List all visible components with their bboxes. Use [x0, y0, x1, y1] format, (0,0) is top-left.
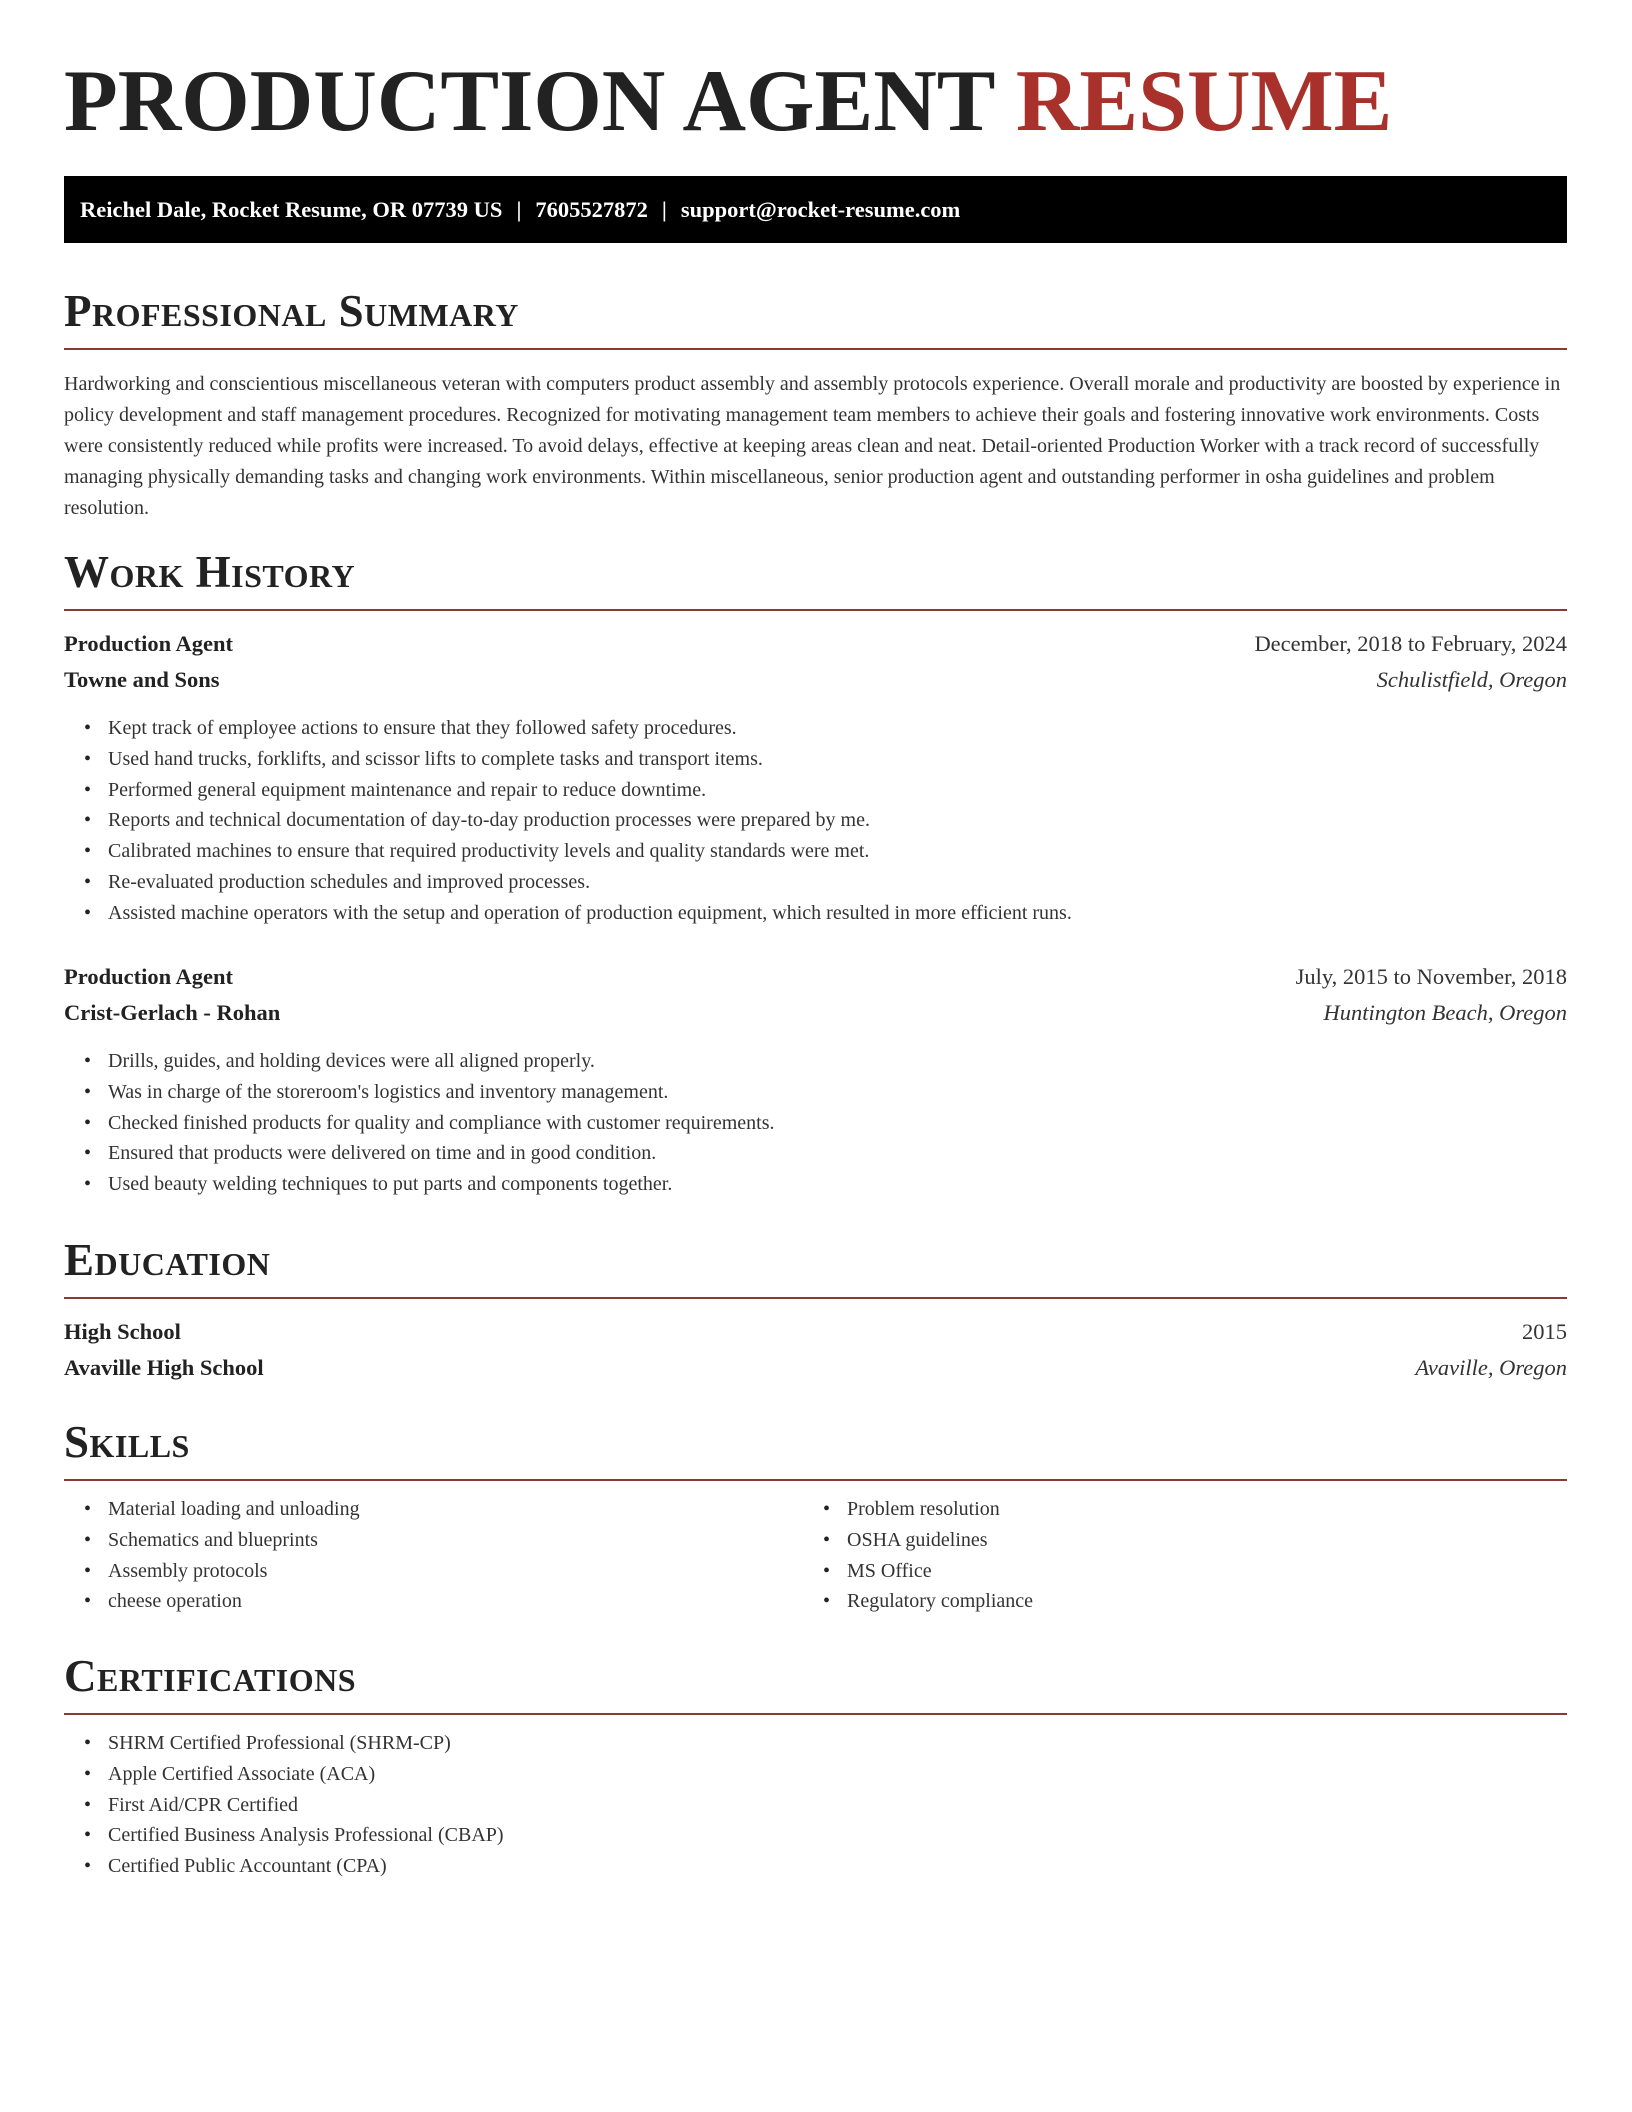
list-item: • Ensured that products were delivered on time and in good condition.: [108, 1138, 774, 1169]
list-item: • Certified Business Analysis Professional (CBAP): [108, 1820, 504, 1851]
education-divider: [64, 1297, 1567, 1299]
list-item: • Checked finished products for quality and compliance with customer requirements.: [108, 1108, 774, 1139]
job-2-location: Huntington Beach, Oregon: [1323, 1000, 1567, 1025]
contact-address: Reichel Dale, Rocket Resume, OR 07739 US: [80, 197, 503, 222]
job-2-title: Production Agent: [64, 964, 233, 989]
list-item: • Assembly protocols: [108, 1556, 808, 1587]
contact-bar: [64, 176, 1567, 243]
contact-phone: 7605527872: [535, 197, 648, 222]
contact-separator: |: [516, 197, 522, 222]
skills-divider: [64, 1479, 1567, 1481]
skills-heading: Skills: [64, 1417, 190, 1467]
list-item: • Assisted machine operators with the setup and operation of production equipment, which resulted in more efficient runs.: [108, 898, 1072, 929]
list-item: • Apple Certified Associate (ACA): [108, 1759, 504, 1790]
list-item: • Re-evaluated production schedules and improved processes.: [108, 867, 1072, 898]
job-1-location: Schulistfield, Oregon: [1376, 667, 1567, 692]
education-header: [64, 1316, 1567, 1348]
education-school: Avaville High School: [64, 1355, 264, 1380]
job-2-header: [64, 961, 1567, 993]
job-1-title: Production Agent: [64, 631, 233, 656]
certifications-heading: Certifications: [64, 1651, 357, 1701]
job-2-dates: July, 2015 to November, 2018: [1295, 964, 1567, 989]
work-history-divider: [64, 609, 1567, 611]
education-heading: Education: [64, 1235, 271, 1285]
education-degree: High School: [64, 1319, 181, 1344]
list-item: • MS Office: [847, 1556, 1547, 1587]
job-2-bullets: [64, 1046, 774, 1200]
list-item: • Regulatory compliance: [847, 1586, 1547, 1617]
list-item: • OSHA guidelines: [847, 1525, 1547, 1556]
job-2-subheader: [64, 997, 1567, 1029]
job-1-header: [64, 628, 1567, 660]
education-year: 2015: [1522, 1319, 1567, 1344]
summary-text: Hardworking and conscientious miscellaneous veteran with computers product assembly and assembly protocols experience. Overall morale and productivity are boosted by experience in policy development and staff management procedures. Recognized for motivating management team members to achieve their goals and fostering innovative work environments. Costs were consistently reduced while profits were increased. To avoid delays, effective at keeping areas clean and neat. Detail-oriented Production Worker with a track record of successfully managing physically demanding tasks and changing work environments. Within miscellaneous, senior production agent and outstanding performer in osha guidelines and problem resolution.: [64, 373, 1561, 519]
job-1-company: Towne and Sons: [64, 667, 220, 692]
contact-separator: |: [661, 197, 667, 222]
list-item: • Drills, guides, and holding devices were all aligned properly.: [108, 1046, 774, 1077]
job-1-dates: December, 2018 to February, 2024: [1254, 631, 1567, 656]
certifications-divider: [64, 1713, 1567, 1715]
list-item: • Schematics and blueprints: [108, 1525, 808, 1556]
list-item: • Used beauty welding techniques to put parts and components together.: [108, 1169, 774, 1200]
list-item: • Was in charge of the storeroom's logistics and inventory management.: [108, 1077, 774, 1108]
summary-heading: Professional Summary: [64, 286, 519, 336]
list-item: • Used hand trucks, forklifts, and scissor lifts to complete tasks and transport items.: [108, 744, 1072, 775]
title-accent: RESUME: [1015, 53, 1393, 150]
list-item: • First Aid/CPR Certified: [108, 1790, 504, 1821]
title-main: PRODUCTION AGENT: [64, 53, 994, 150]
job-1-subheader: [64, 664, 1567, 696]
work-history-heading: Work History: [64, 547, 356, 597]
contact-email: support@rocket-resume.com: [680, 197, 961, 222]
list-item: • Calibrated machines to ensure that required productivity levels and quality standards were met.: [108, 836, 1072, 867]
list-item: • Kept track of employee actions to ensure that they followed safety procedures.: [108, 713, 1072, 744]
skills-list-left: [64, 1494, 808, 1617]
list-item: • Certified Public Accountant (CPA): [108, 1851, 504, 1882]
certifications-list: [64, 1728, 504, 1882]
list-item: • cheese operation: [108, 1586, 808, 1617]
skills-list-right: [803, 1494, 1547, 1617]
education-subheader: [64, 1352, 1567, 1384]
job-1-bullets: [64, 713, 1072, 929]
list-item: • Problem resolution: [847, 1494, 1547, 1525]
resume-title: [64, 52, 1392, 152]
list-item: • Reports and technical documentation of day-to-day production processes were prepared by me.: [108, 805, 1072, 836]
summary-divider: [64, 348, 1567, 350]
list-item: • SHRM Certified Professional (SHRM-CP): [108, 1728, 504, 1759]
job-2-company: Crist-Gerlach - Rohan: [64, 1000, 281, 1025]
list-item: • Material loading and unloading: [108, 1494, 808, 1525]
education-location: Avaville, Oregon: [1415, 1355, 1567, 1380]
list-item: • Performed general equipment maintenance and repair to reduce downtime.: [108, 775, 1072, 806]
